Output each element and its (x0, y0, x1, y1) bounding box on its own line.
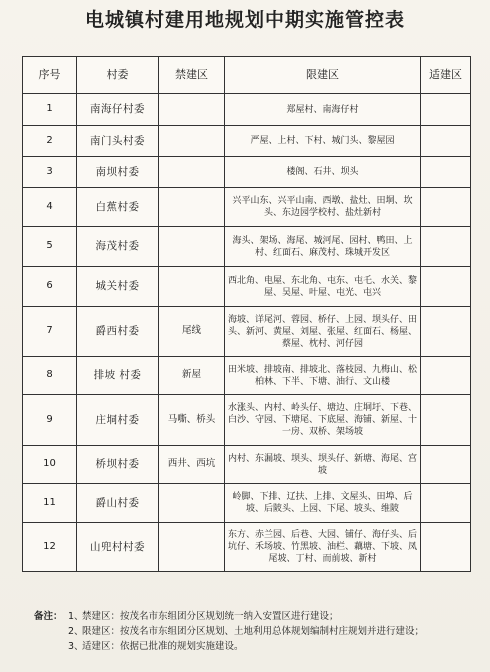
table-row (23, 307, 471, 357)
row-index-cell: 5 (23, 227, 77, 267)
table-row (23, 188, 471, 227)
header-suitable: 适建区 (421, 57, 471, 94)
row-prohibited-cell: 西井、西坑 (159, 446, 225, 484)
table-row (23, 357, 471, 395)
row-suitable-cell (421, 157, 471, 188)
control-table (22, 56, 471, 572)
row-suitable-cell (421, 523, 471, 572)
row-restricted-cell: 海头、架场、海尾、城河尾、园村、鸭田、上村、红面石、麻茂村、珠城开发区 (225, 227, 421, 267)
row-suitable-cell (421, 357, 471, 395)
row-restricted-cell: 内村、东漏坡、坝头、坝头仔、新塘、海尾、宫坡 (225, 446, 421, 484)
row-restricted-cell: 田米坡、排坡南、排坡北、落枝园、九梅山、松柏林、下半、下塘、油行、文山楼 (225, 357, 421, 395)
row-committee-cell: 排坡 村委 (77, 357, 159, 395)
row-index-cell: 3 (23, 157, 77, 188)
row-committee-cell: 爵山村委 (77, 484, 159, 523)
row-committee-cell: 城关村委 (77, 267, 159, 307)
table-body (23, 94, 471, 572)
row-index-cell: 6 (23, 267, 77, 307)
note-number: 3、 (68, 641, 84, 652)
document-title: 电城镇村建用地规划中期实施管控表 (84, 9, 405, 31)
row-restricted-cell: 东方、赤兰园、后巷、大园、铺仔、海仔头、后坑仔、禾场坡、竹黑坡、油栏、藕塘、下坡、凤尾坡、丁村、而前坡、新村 (225, 523, 421, 572)
note-text: 限建区：按茂名市东组团分区规划、土地利用总体规划编制村庄规划并进行建设； (82, 626, 425, 637)
notes-label: 备注： (34, 611, 63, 622)
row-suitable-cell (421, 484, 471, 523)
table-row (23, 523, 471, 572)
note-number: 2、 (68, 626, 84, 637)
row-suitable-cell (421, 446, 471, 484)
table-row (23, 227, 471, 267)
row-restricted-cell: 水涨头、内村、岭头仔、塘边、庄垌圩、下巷、白沙、守园、下塘尾、下底屋、海铺、新屋、十一房、双桥、架场坡 (225, 395, 421, 446)
table-row (23, 94, 471, 126)
row-index-cell: 11 (23, 484, 77, 523)
table-row (23, 157, 471, 188)
row-suitable-cell (421, 94, 471, 126)
row-prohibited-cell (159, 94, 225, 126)
row-committee-cell: 爵西村委 (77, 307, 159, 357)
row-committee-cell: 南坝村委 (77, 157, 159, 188)
row-committee-cell: 海茂村委 (77, 227, 159, 267)
row-restricted-cell: 岭脚、下排、辽扶、上排、文屋头、田埠、后坡、后陂头、上园、下尾、坡头、维陂 (225, 484, 421, 523)
row-prohibited-cell: 尾线 (159, 307, 225, 357)
row-suitable-cell (421, 395, 471, 446)
row-prohibited-cell (159, 267, 225, 307)
row-suitable-cell (421, 126, 471, 157)
row-index-cell: 8 (23, 357, 77, 395)
row-index-cell: 2 (23, 126, 77, 157)
header-index: 序号 (23, 57, 77, 94)
row-committee-cell: 南海仔村委 (77, 94, 159, 126)
row-suitable-cell (421, 307, 471, 357)
row-prohibited-cell: 马嘶、桥头 (159, 395, 225, 446)
table-row (23, 267, 471, 307)
row-suitable-cell (421, 227, 471, 267)
row-index-cell: 12 (23, 523, 77, 572)
table-row (23, 395, 471, 446)
row-prohibited-cell (159, 126, 225, 157)
row-index-cell: 9 (23, 395, 77, 446)
row-committee-cell: 庄垌村委 (77, 395, 159, 446)
table-row (23, 484, 471, 523)
table-row (23, 126, 471, 157)
row-prohibited-cell (159, 523, 225, 572)
note-text: 禁建区：按茂名市东组团分区规划统一纳入安置区进行建设； (82, 611, 339, 622)
notes-section (34, 609, 474, 654)
row-committee-cell: 山兜村村委 (77, 523, 159, 572)
row-restricted-cell: 西北角、电屋、东北角、屯东、屯乇、水关、黎屋、吴屋、叶屋、屯光、屯兴 (225, 267, 421, 307)
row-index-cell: 10 (23, 446, 77, 484)
header-committee: 村委 (77, 57, 159, 94)
note-row (34, 609, 474, 624)
row-prohibited-cell (159, 188, 225, 227)
row-suitable-cell (421, 267, 471, 307)
row-index-cell: 7 (23, 307, 77, 357)
row-prohibited-cell (159, 484, 225, 523)
row-committee-cell: 桥坝村委 (77, 446, 159, 484)
row-restricted-cell: 兴平山东、兴平山南、西墩、盐灶、田垌、坎头、东边园学校村、盐灶新村 (225, 188, 421, 227)
row-index-cell: 1 (23, 94, 77, 126)
row-index-cell: 4 (23, 188, 77, 227)
row-restricted-cell: 郑屋村、南海仔村 (225, 94, 421, 126)
notes-label-spacer (34, 639, 68, 654)
row-suitable-cell (421, 188, 471, 227)
note-text: 适建区：依据已批准的规划实施建设。 (82, 641, 244, 652)
row-prohibited-cell (159, 157, 225, 188)
row-restricted-cell: 楼阁、石井、坝头 (225, 157, 421, 188)
row-prohibited-cell (159, 227, 225, 267)
table-row (23, 446, 471, 484)
row-restricted-cell: 严屋、上村、下村、城门头、黎屋园 (225, 126, 421, 157)
note-row (34, 639, 474, 654)
row-committee-cell: 南门头村委 (77, 126, 159, 157)
notes-label-spacer (34, 624, 68, 639)
header-prohibited: 禁建区 (159, 57, 225, 94)
row-restricted-cell: 海坡、详尾河、蓉园、桥仔、上园、坝头仔、田头、新河、黄屋、刘屋、张屋、红面石、杨屋、蔡屋、枕村、河仔园 (225, 307, 421, 357)
header-restricted: 限建区 (225, 57, 421, 94)
row-committee-cell: 白蕉村委 (77, 188, 159, 227)
row-prohibited-cell: 新屋 (159, 357, 225, 395)
note-row (34, 624, 474, 639)
note-number: 1、 (68, 611, 84, 622)
table-header-row (23, 57, 471, 94)
